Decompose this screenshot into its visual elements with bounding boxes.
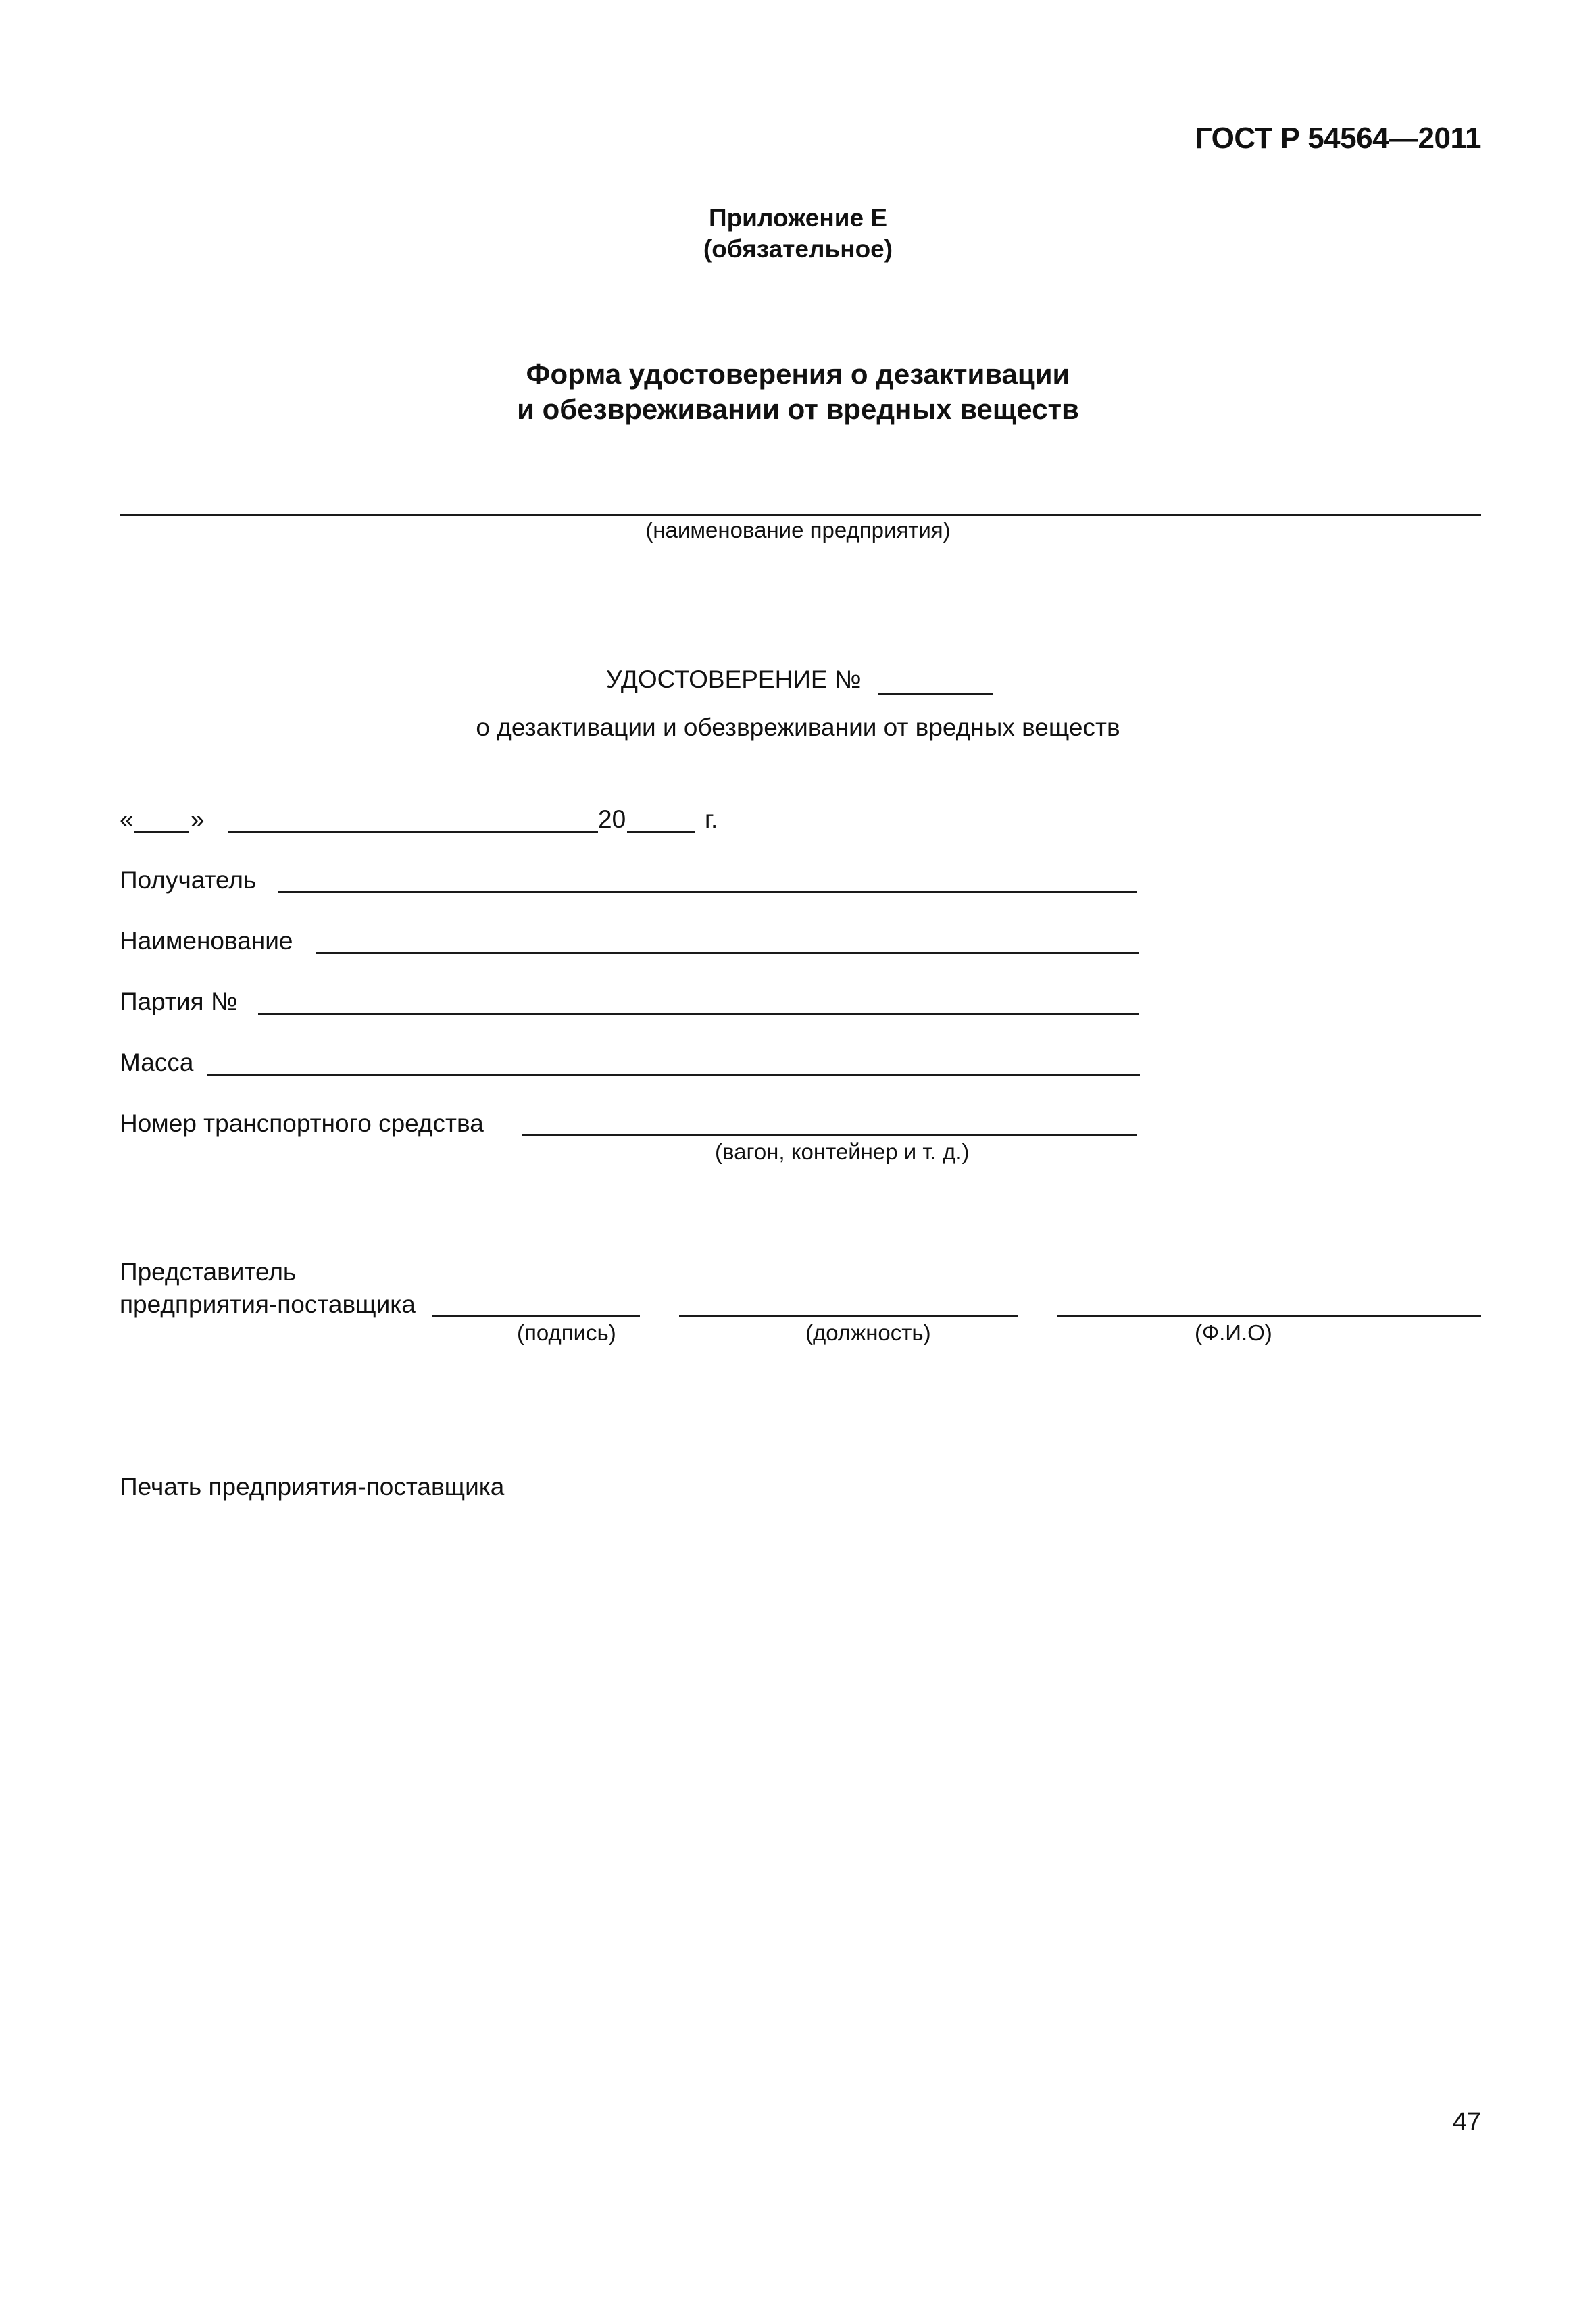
date-day-line[interactable] [134,831,189,833]
position-line[interactable] [679,1315,1018,1317]
vehicle-line[interactable] [522,1134,1137,1136]
position-caption: (должность) [805,1320,931,1345]
signature-line[interactable] [432,1315,640,1317]
date-open-quote: « [120,805,134,833]
name-label: Наименование [120,927,293,955]
recipient-label: Получатель [120,866,257,894]
certificate-number-line[interactable] [878,693,993,695]
page-number: 47 [1452,2108,1481,2136]
mass-line[interactable] [207,1074,1140,1076]
enterprise-name-caption: (наименование предприятия) [645,518,951,543]
vehicle-caption: (вагон, контейнер и т. д.) [715,1139,970,1164]
mass-label: Масса [120,1049,194,1076]
date-year-line[interactable] [627,831,695,833]
date-month-line[interactable] [228,831,598,833]
batch-line[interactable] [258,1013,1139,1015]
form-title-line-2: и обезвреживании от вредных веществ [517,393,1079,425]
name-line[interactable] [316,952,1139,954]
signature-caption: (подпись) [517,1320,616,1345]
standard-code: ГОСТ Р 54564—2011 [1195,122,1481,155]
vehicle-label: Номер транспортного средства [120,1109,484,1137]
batch-label: Партия № [120,988,238,1015]
certificate-title: УДОСТОВЕРЕНИЕ № [606,665,862,693]
recipient-line[interactable] [278,891,1137,893]
stamp-label: Печать предприятия-поставщика [120,1473,505,1501]
annex-type: (обязательное) [703,235,893,263]
fio-line[interactable] [1057,1315,1481,1317]
representative-label-2: предприятия-поставщика [120,1290,416,1318]
form-title-line-1: Форма удостоверения о дезактивации [526,358,1070,390]
date-year-prefix: 20 [598,805,626,833]
enterprise-name-line[interactable] [120,514,1481,516]
certificate-subtitle: о дезактивации и обезвреживании от вредных веществ [476,713,1120,741]
annex-title: Приложение Е [708,204,888,232]
fio-caption: (Ф.И.О) [1195,1320,1272,1345]
representative-label-1: Представитель [120,1258,297,1286]
date-year-suffix: г. [705,805,718,833]
date-close-quote: » [191,805,205,833]
